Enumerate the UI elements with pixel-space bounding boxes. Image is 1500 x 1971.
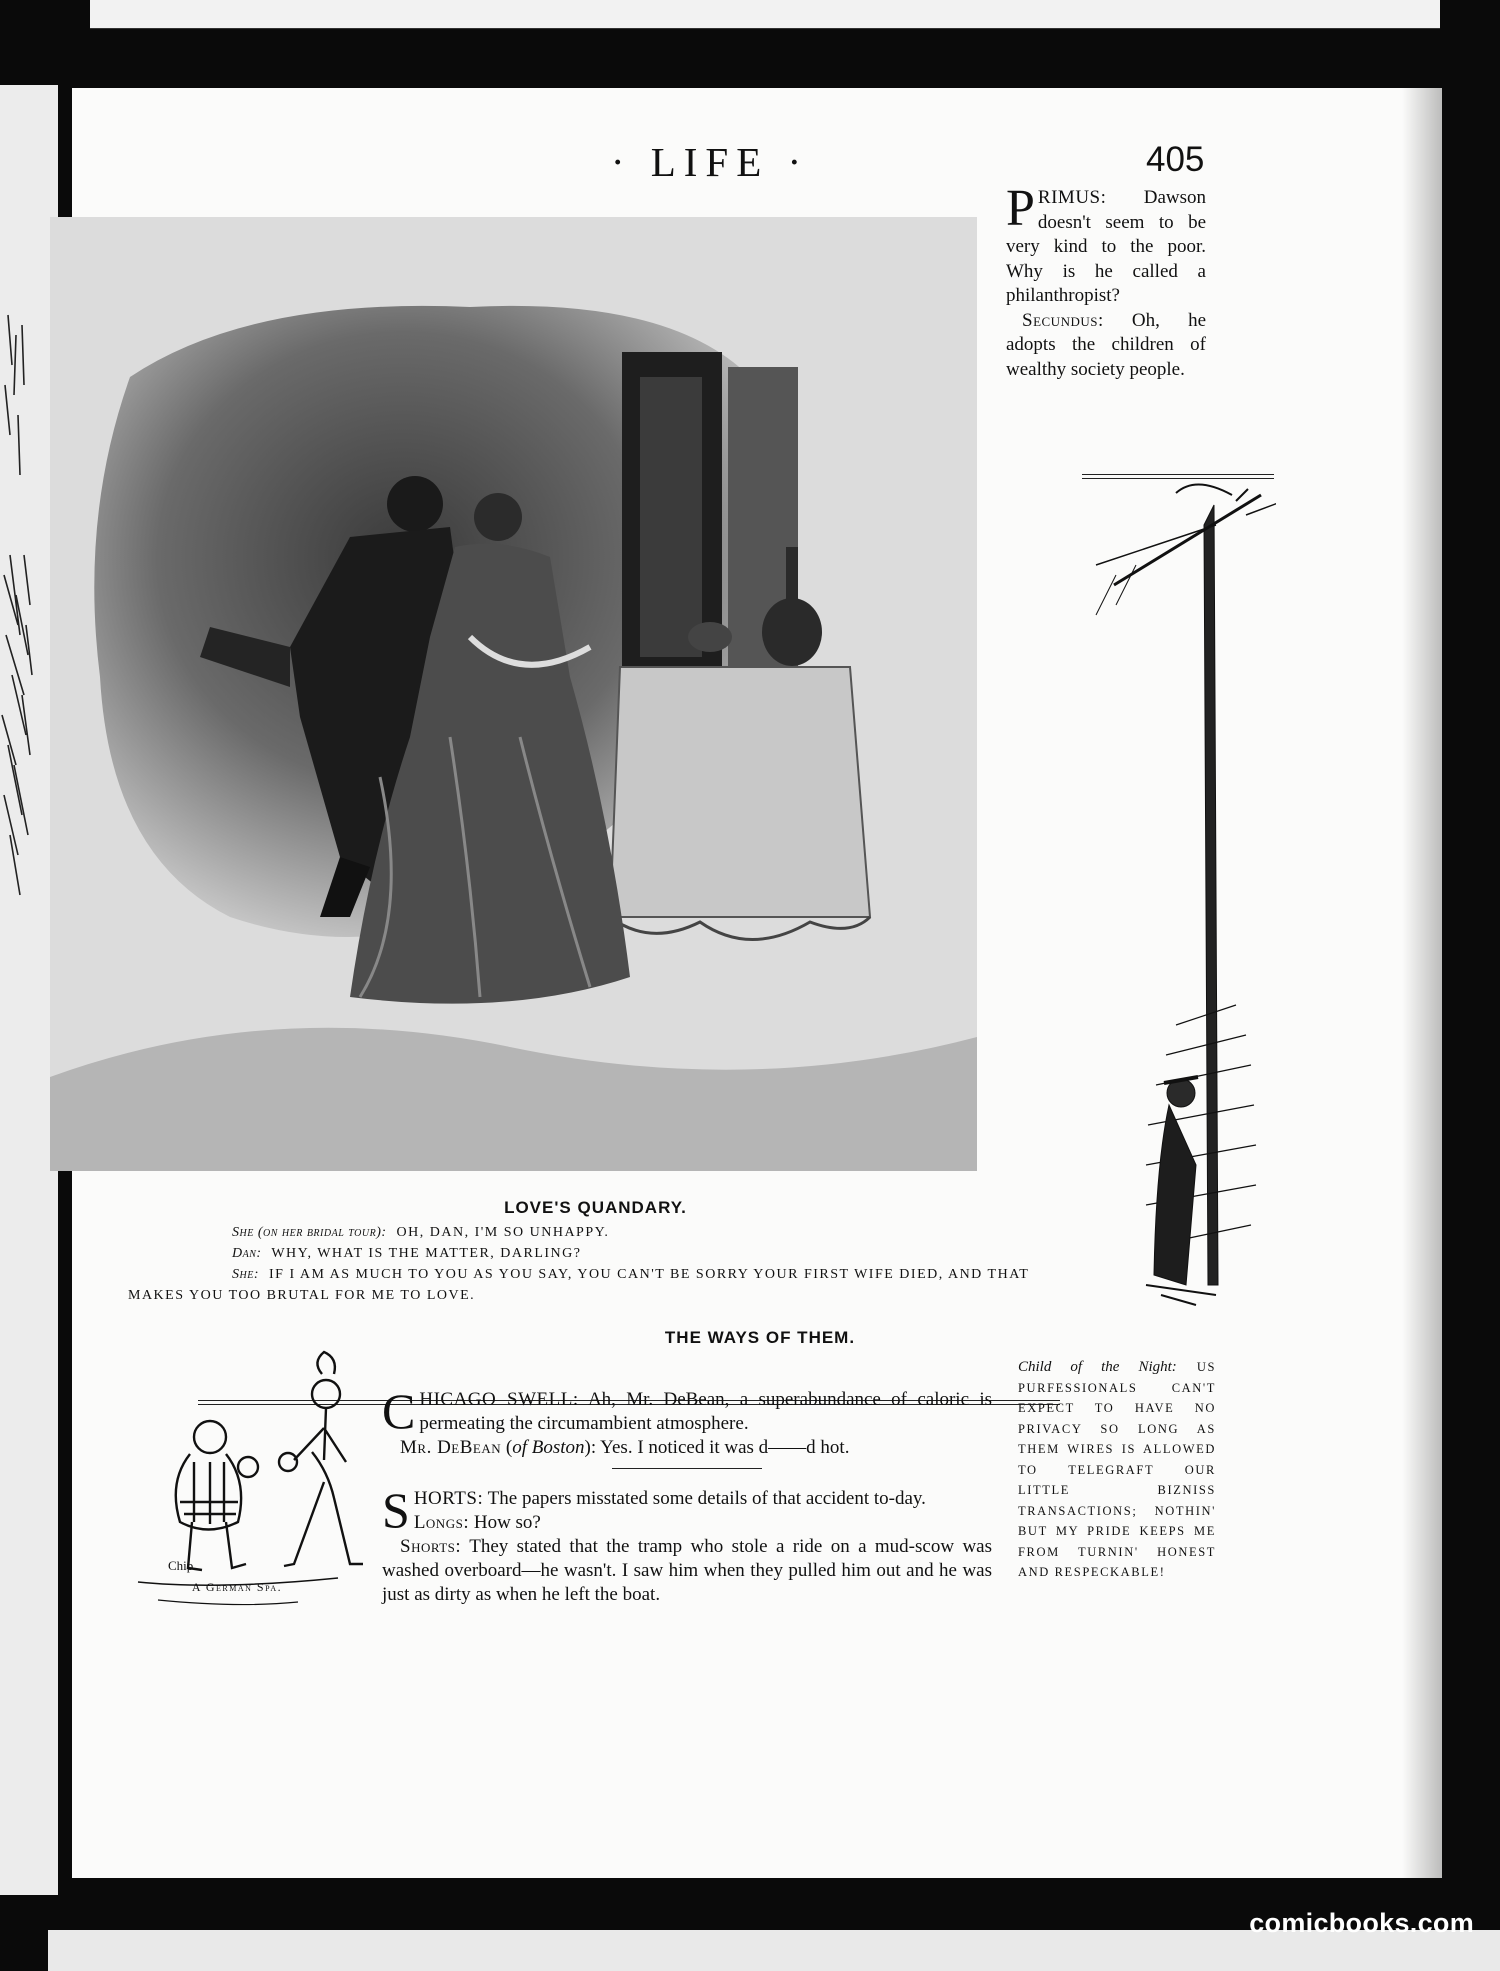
caption-line-3 — [128, 1264, 1063, 1306]
drop-cap: P — [1006, 180, 1035, 237]
speaker-primus: RIMUS: — [1037, 187, 1107, 208]
page-number: 405 — [1146, 140, 1205, 179]
caption-line-2 — [128, 1243, 1063, 1264]
page-curl-shadow — [1402, 88, 1442, 1878]
masthead-title: · LIFE · — [610, 139, 810, 185]
caption-title: LOVE'S QUANDARY. — [504, 1198, 687, 1217]
drop-cap: S — [382, 1482, 410, 1538]
speaker-shorts-2: Shorts: — [400, 1536, 462, 1557]
child-of-night-lead: Child of the Night: — [1018, 1359, 1177, 1375]
debean-line: Yes. I noticed it was d——d hot. — [596, 1437, 850, 1458]
loves-quandary-caption — [128, 1198, 1063, 1306]
caption-speaker: Dan: — [232, 1246, 262, 1261]
caption-text: WHY, WHAT IS THE MATTER, DARLING? — [271, 1246, 582, 1261]
caption-line-1 — [128, 1222, 1063, 1243]
german-spa-cartoon — [98, 1332, 363, 1662]
chicago-swell-line: Ah, Mr. DeBean, a superabundance of caloric is permeating the circumambient atmosphere. — [419, 1389, 993, 1434]
primus-line: Dawson doesn't seem to be very kind to the poor. Why is he called a philanthropist? — [1006, 187, 1206, 306]
speaker-longs: Longs: — [413, 1512, 470, 1533]
child-of-the-night-caption — [1018, 1357, 1216, 1583]
child-of-night-text: US PURFESSIONALS CAN'T EXPECT TO HAVE NO PRIVACY SO LONG AS THEM WIRES IS ALLOWED TO TELEGRAFT OUR LITTLE BIZNISS TRANSACTIONS; NOTHIN' BUT MY PRIDE KEEPS ME FROM TURNIN' HONEST AND RESPECKABLE! — [1018, 1360, 1216, 1579]
caption-text: IF I AM AS MUCH TO YOU AS YOU SAY, YOU CAN'T BE SORRY YOUR FIRST WIFE DIED, AND THAT MAKES YOU TOO BRUTAL FOR ME TO LOVE. — [128, 1267, 1030, 1303]
secundus-line: Oh, he adopts the children of wealthy society people. — [1006, 309, 1206, 380]
speaker-debean: Mr. DeBean — [400, 1437, 502, 1458]
caption-text: OH, DAN, I'M SO UNHAPPY. — [396, 1225, 610, 1240]
caption-speaker: She: — [232, 1267, 259, 1282]
shorts-reply — [382, 1535, 992, 1607]
speaker-chicago-swell: HICAGO SWELL: — [419, 1389, 579, 1410]
longs-line: How so? — [469, 1512, 541, 1533]
shorts-reply-line: They stated that the tramp who stole a ride on a mud-scow was washed overboard—he wasn't. I saw him when they pulled him out and he was just as dirty as when he left the boat. — [382, 1536, 992, 1605]
drop-cap: C — [382, 1383, 416, 1439]
watermark: comicbooks.com — [1249, 1908, 1474, 1938]
ways-of-them-title: THE WAYS OF THEM. — [664, 1328, 856, 1347]
speaker-shorts: HORTS: — [413, 1488, 484, 1509]
caption-speaker: She (on her bridal tour): — [232, 1225, 387, 1240]
illustration-drawing — [50, 217, 977, 1171]
longs-reply — [382, 1511, 992, 1535]
top-edge-of-next-page — [90, 0, 1440, 29]
loves-quandary-illustration — [50, 217, 977, 1171]
short-divider — [612, 1468, 762, 1469]
artist-signature: Chip — [168, 1558, 194, 1573]
telegraph-pole-cartoon — [1036, 405, 1276, 1335]
german-spa-caption: A German Spa. — [191, 1580, 283, 1594]
chicago-swell-paragraph — [382, 1383, 993, 1439]
speaker-secundus: Secundus: — [1022, 309, 1104, 331]
primus-secundus-joke — [1006, 180, 1206, 382]
shorts-line: The papers misstated some details of that accident to-day. — [483, 1488, 926, 1509]
debean-origin: of Boston — [512, 1437, 585, 1458]
debean-reply: Mr. DeBean (of Boston): Yes. I noticed it was d——d hot. — [400, 1437, 850, 1458]
ways-of-them-text — [382, 1350, 992, 1607]
